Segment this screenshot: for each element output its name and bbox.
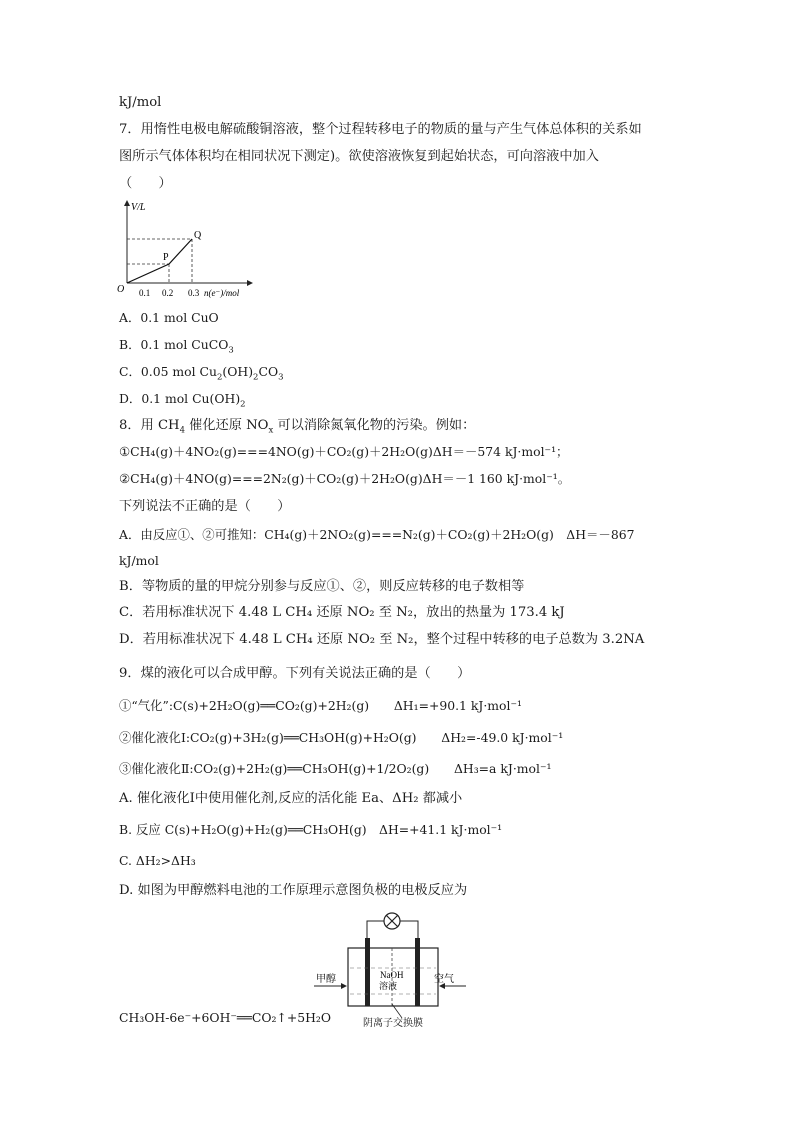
q9-reaction-1: ①“气化”:C(s)+2H₂O(g)══CO₂(g)+2H₂(g) ΔH₁=+90.1 kJ·mol⁻¹ <box>119 698 522 713</box>
tick-label-0.1: 0.1 <box>139 288 151 298</box>
q7-stem-line1: 7．用惰性电极电解硫酸铜溶液，整个过程转移电子的物质的量与产生气体总体积的关系如 <box>119 122 642 137</box>
q8-option-b: B．等物质的量的甲烷分别参与反应①、②，则反应转移的电子数相等 <box>119 579 525 594</box>
q9-option-d: D. 如图为甲醇燃料电池的工作原理示意图负极的电极反应为 <box>119 883 468 898</box>
solution-label: 溶液 <box>379 981 398 991</box>
q7-option-c: C．0.05 mol $Cu_2(OH)_2CO_3$ <box>119 364 284 383</box>
methanol-label: 甲醇 <box>316 974 336 985</box>
tick-label-0.3: 0.3 <box>188 288 200 298</box>
q8-option-d: D．若用标准状况下 4.48 L CH₄ 还原 NO₂ 至 N₂，整个过程中转移的电子总数为 3.2NA <box>119 632 645 647</box>
unit-fragment: kJ/mol <box>119 95 162 110</box>
point-q-label: Q <box>194 230 202 241</box>
q8-option-c: C．若用标准状况下 4.48 L CH₄ 还原 NO₂ 至 N₂，放出的热量为 173.4 kJ <box>119 605 565 620</box>
point-p-label: P <box>163 252 169 263</box>
q7-graph <box>112 197 262 301</box>
fuel-cell-diagram <box>310 908 470 1028</box>
q9-stem: 9．煤的液化可以合成甲醇。下列有关说法正确的是（ ） <box>119 666 471 681</box>
right-electrode <box>415 938 420 1006</box>
q9-option-b: B. 反应 C(s)+H₂O(g)+H₂(g)══CH₃OH(g) ΔH=+41.1 kJ·mol⁻¹ <box>119 822 503 837</box>
q7-option-b: B．0.1 mol CuCO$_3$ <box>119 337 234 356</box>
y-axis-label: V/L <box>131 202 146 213</box>
q9-answer-equation: CH₃OH-6e⁻+6OH⁻══CO₂↑+5H₂O <box>119 1010 332 1025</box>
q8-intro: 8．用 $CH_4$ 催化还原 $NO_x$ 可以消除氮氧化物的污染。例如： <box>119 418 476 436</box>
membrane-label: 阴离子交换膜 <box>363 1018 423 1029</box>
q7-answer-paren: （ ） <box>119 176 172 191</box>
q9-option-c: C. ΔH₂>ΔH₃ <box>119 853 196 868</box>
naoh-label: NaOH <box>380 970 404 980</box>
air-label: 空气 <box>434 974 454 985</box>
tick-label-0.2: 0.2 <box>162 288 174 298</box>
q8-option-a-line1: A．由反应①、②可推知：CH₄(g)＋2NO₂(g)===N₂(g)＋CO₂(g)＋2H₂O(g) ΔH＝－867 <box>119 527 635 542</box>
x-axis-label: n(e⁻)/mol <box>204 288 240 298</box>
left-electrode <box>365 938 370 1006</box>
q9-reaction-2: ②催化液化Ⅰ:CO₂(g)+3H₂(g)══CH₃OH(g)+H₂O(g) ΔH₂=-49.0 kJ·mol⁻¹ <box>119 730 564 745</box>
q9-option-a: A. 催化液化Ⅰ中使用催化剂,反应的活化能 Ea、ΔH₂ 都减小 <box>119 791 463 806</box>
q7-option-d: D．0.1 mol $Cu(OH)_2$ <box>119 391 246 410</box>
q9-reaction-3: ③催化液化Ⅱ:CO₂(g)+2H₂(g)══CH₃OH(g)+1/2O₂(g) ΔH₃=a kJ·mol⁻¹ <box>119 761 552 776</box>
q8-stem: 下列说法不正确的是（ ） <box>119 499 291 514</box>
origin-label: O <box>117 284 125 295</box>
q8-option-a-line2: kJ/mol <box>119 553 159 568</box>
data-line <box>127 239 192 283</box>
q8-equation-1: ①CH₄(g)＋4NO₂(g)===4NO(g)＋CO₂(g)＋2H₂O(g)ΔH＝－574 kJ·mol⁻¹； <box>119 444 569 459</box>
q7-stem-line2: 图所示气体体积均在相同状况下测定)。欲使溶液恢复到起始状态，可向溶液中加入 <box>119 149 599 164</box>
q7-option-a: A．0.1 mol CuO <box>119 310 219 325</box>
q8-equation-2: ②CH₄(g)＋4NO(g)===2N₂(g)＋CO₂(g)＋2H₂O(g)ΔH＝－1 160 kJ·mol⁻¹。 <box>119 471 571 486</box>
